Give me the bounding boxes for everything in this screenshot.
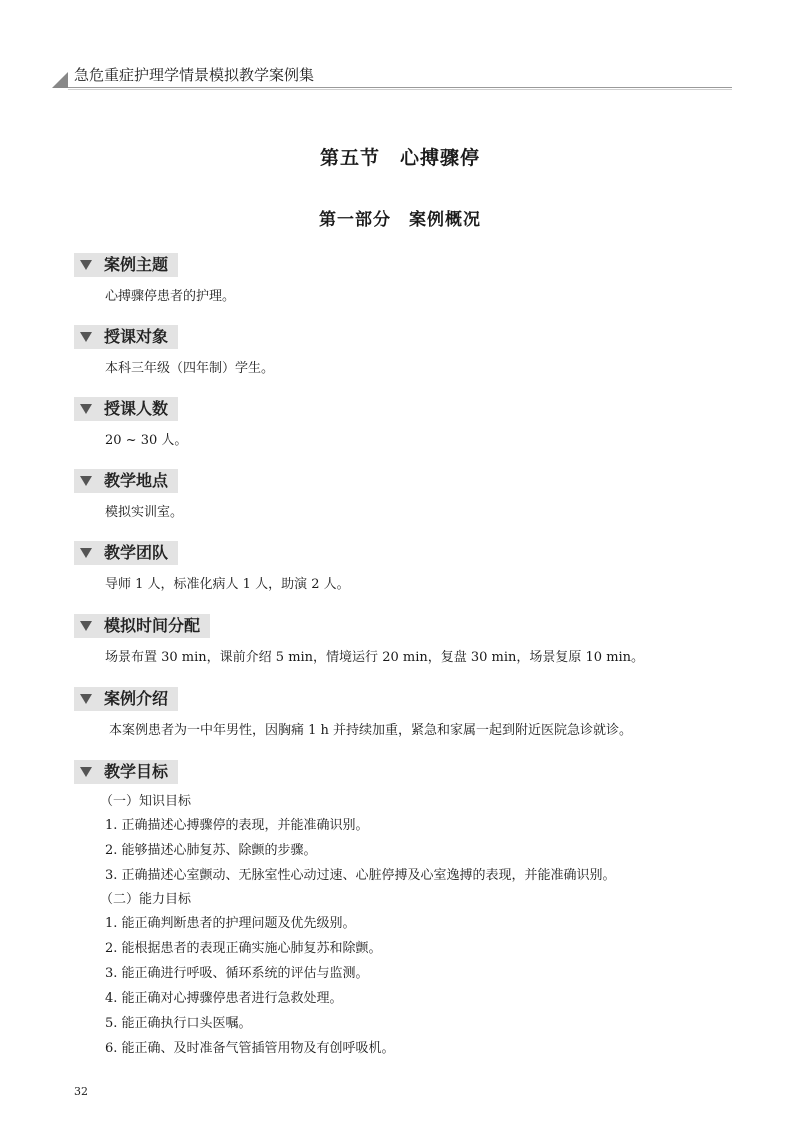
section-heading-label: 教学目标 xyxy=(104,762,169,781)
section-time-allocation xyxy=(74,614,734,667)
section-heading-label: 教学地点 xyxy=(104,471,169,490)
section-heading xyxy=(74,687,178,711)
section-heading xyxy=(74,253,178,277)
section-audience xyxy=(74,325,734,378)
section-heading xyxy=(74,325,178,349)
section-case-intro xyxy=(74,687,734,740)
section-title: 第五节 心搏骤停 xyxy=(319,147,480,169)
section-heading xyxy=(74,541,178,565)
running-header xyxy=(52,62,732,90)
section-heading-label: 授课人数 xyxy=(104,399,169,418)
section-text: 导师 1 人，标准化病人 1 人，助演 2 人。 xyxy=(105,577,350,592)
list-item: 1. 能正确判断患者的护理问题及优先级别。 xyxy=(105,916,356,931)
corner-mark-icon xyxy=(52,72,68,88)
header-rule xyxy=(68,87,732,88)
section-heading-label: 授课对象 xyxy=(104,327,169,346)
book-title: 急危重症护理学情景模拟教学案例集 xyxy=(74,66,315,84)
part-title: 第一部分 案例概况 xyxy=(319,210,481,230)
triangle-marker-icon xyxy=(80,476,92,486)
section-heading xyxy=(74,760,178,784)
section-heading-label: 案例介绍 xyxy=(104,689,169,708)
section-text: 本案例患者为一中年男性，因胸痛 1 h 并持续加重，紧急和家属一起到附近医院急诊就诊。 xyxy=(109,723,633,738)
section-class-size xyxy=(74,397,734,450)
page-number: 32 xyxy=(74,1085,88,1098)
section-text: 场景布置 30 min，课前介绍 5 min，情境运行 20 min，复盘 30 min，场景复原 10 min。 xyxy=(105,650,645,665)
list-item: 6. 能正确、及时准备气管插管用物及有创呼吸机。 xyxy=(105,1041,395,1056)
triangle-marker-icon xyxy=(80,767,92,777)
ability-objectives-title: （二）能力目标 xyxy=(100,892,192,907)
list-item: 3. 正确描述心室颤动、无脉室性心动过速、心脏停搏及心室逸搏的表现，并能准确识别。 xyxy=(105,868,616,883)
section-heading-label: 模拟时间分配 xyxy=(104,616,201,635)
section-text: 20 ~ 30 人。 xyxy=(105,433,188,448)
section-text: 心搏骤停患者的护理。 xyxy=(105,289,236,304)
section-objectives xyxy=(74,760,734,1058)
section-text: 本科三年级（四年制）学生。 xyxy=(105,361,275,376)
list-item: 1. 正确描述心搏骤停的表现，并能准确识别。 xyxy=(105,818,369,833)
triangle-marker-icon xyxy=(80,548,92,558)
triangle-marker-icon xyxy=(80,260,92,270)
list-item: 2. 能根据患者的表现正确实施心肺复苏和除颤。 xyxy=(105,941,382,956)
triangle-marker-icon xyxy=(80,621,92,631)
section-heading xyxy=(74,469,178,493)
header-rule-light xyxy=(68,89,732,90)
triangle-marker-icon xyxy=(80,404,92,414)
section-team xyxy=(74,541,734,594)
section-heading-label: 教学团队 xyxy=(104,543,169,562)
knowledge-objectives-title: （一）知识目标 xyxy=(100,794,192,809)
section-location xyxy=(74,469,734,522)
list-item: 2. 能够描述心肺复苏、除颤的步骤。 xyxy=(105,843,317,858)
section-heading-label: 案例主题 xyxy=(104,255,169,274)
section-case-theme xyxy=(74,253,734,306)
triangle-marker-icon xyxy=(80,332,92,342)
section-text: 模拟实训室。 xyxy=(105,505,184,520)
list-item: 3. 能正确进行呼吸、循环系统的评估与监测。 xyxy=(105,966,369,981)
list-item: 4. 能正确对心搏骤停患者进行急救处理。 xyxy=(105,991,343,1006)
section-heading xyxy=(74,397,178,421)
triangle-marker-icon xyxy=(80,694,92,704)
list-item: 5. 能正确执行口头医嘱。 xyxy=(105,1016,252,1031)
section-heading xyxy=(74,614,210,638)
